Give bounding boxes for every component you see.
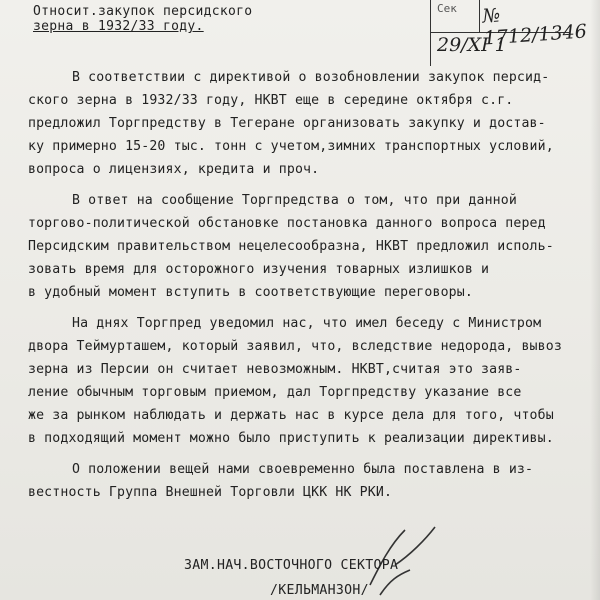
paragraph: [28, 458, 583, 504]
text-line: торгово-политической обстановке постановка данного вопроса перед: [28, 216, 546, 231]
subject-line-2: зерна в 1932/33 году.: [33, 19, 204, 34]
text-line: предложил Торгпредству в Тегеране организовать закупку и достав-: [28, 116, 546, 131]
paragraph: [28, 189, 583, 304]
text-line: зовать время для осторожного изучения товарных излишков и: [28, 262, 490, 277]
signature-title: ЗАМ.НАЧ.ВОСТОЧНОГО СЕКТОРА: [184, 558, 399, 573]
text-line: Персидским правительством нецелесообразна, НКВТ предложил исполь-: [28, 239, 554, 254]
text-line: вопроса о лицензиях, кредита и проч.: [28, 162, 320, 177]
text-line: ского зерна в 1932/33 году, НКВТ еще в середине октября с.г.: [28, 93, 514, 108]
subject-header: [33, 4, 252, 34]
letter-body: [28, 66, 583, 512]
page-edge-shadow: [590, 0, 600, 600]
text-line: В соответствии с директивой о возобновлении закупок персид-: [72, 70, 550, 85]
text-line: ление обычным торговым приемом, дал Торгпредству указание все: [28, 385, 522, 400]
text-line: В ответ на сообщение Торгпредства о том, что при данной: [72, 193, 517, 208]
stamp-handwritten-number: № 1712/1346: [481, 4, 588, 50]
text-line: двора Теймурташем, который заявил, что, вследствие недорода, вывоз: [28, 339, 562, 354]
text-line: На днях Торгпред уведомил нас, что имел беседу с Министром: [72, 316, 542, 331]
stamp-handwritten-date: 29/XI 1: [437, 34, 507, 56]
text-line: ку примерно 15-20 тыс. тонн с учетом,зимних транспортных условий,: [28, 139, 554, 154]
subject-line-1: Относит.закупок персидского: [33, 4, 253, 19]
text-line: же за рынком наблюдать и держать нас в курсе дела для того, чтобы: [28, 408, 554, 423]
text-line: в удобный момент вступить в соответствующие переговоры.: [28, 285, 473, 300]
text-line: зерна из Персии он считает невозможным. НКВТ,считая это заяв-: [28, 362, 522, 377]
registration-stamp: [430, 0, 588, 66]
signature-name: /КЕЛЬМАНЗОН/: [270, 583, 369, 598]
text-line: в подходящий момент можно было приступить к реализации директивы.: [28, 431, 554, 446]
text-line: О положении вещей нами своевременно была поставлена в из-: [72, 462, 534, 477]
paragraph: [28, 312, 583, 450]
stamp-divider-vertical: [479, 0, 480, 32]
text-line: вестность Группа Внешней Торговли ЦКК НК РКИ.: [28, 485, 393, 500]
paragraph: [28, 66, 583, 181]
stamp-label: Сек: [437, 2, 457, 15]
